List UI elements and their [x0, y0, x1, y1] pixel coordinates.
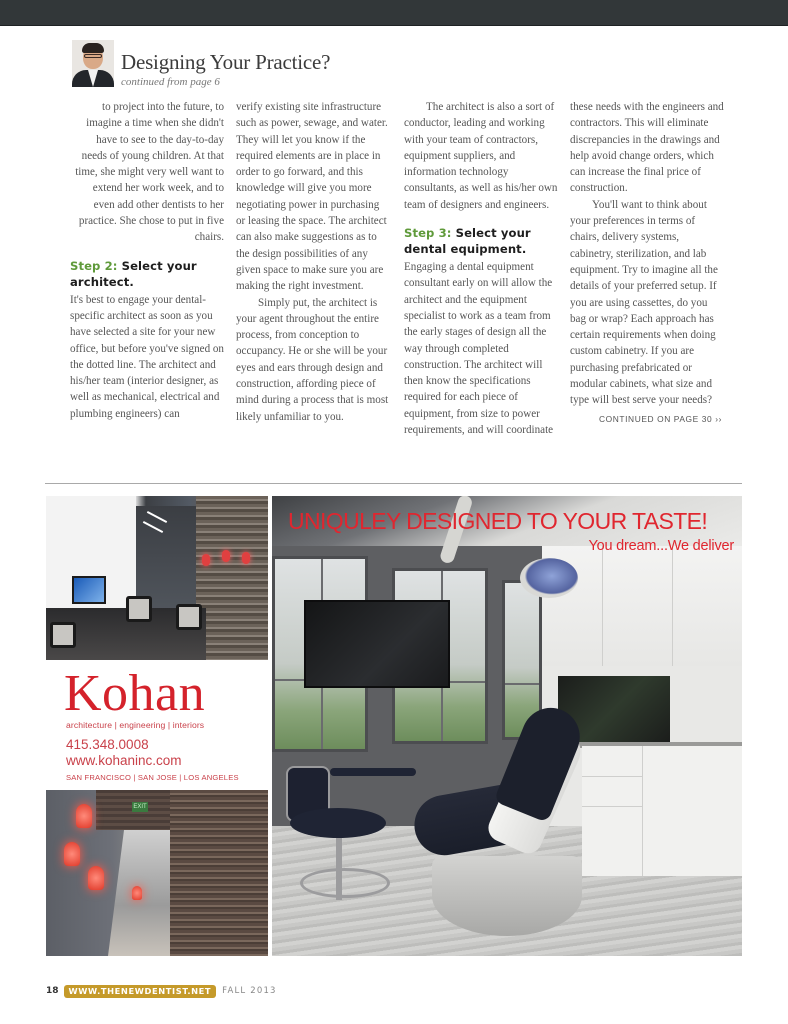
paragraph: to project into the future, to imagine a time when she didn't have to see to the day-to-day needs of young children. At that time, she might very well want to extend her work week, and to even add other dentists to her practice. She chose to put in five chairs. [75, 101, 224, 244]
paragraph: Simply put, the architect is your agent throughout the entire process, from conception to occupancy. He or she will be your eyes and ears through design and construction, affording piece of mind during a process that is most likely unfamiliar to you. [236, 296, 389, 423]
hallway-photo [46, 790, 268, 956]
office-locations: SAN FRANCISCO | SAN JOSE | LOS ANGELES [66, 773, 239, 782]
paragraph: these needs with the engineers and contractors. This will eliminate discrepancies in the drawings and help avoid change orders, which can increase the final price of construction. [570, 101, 724, 195]
viewer-toolbar [0, 0, 788, 26]
brand-logo: Kohan [64, 665, 206, 722]
page-number: 18 [46, 986, 59, 996]
step-3-heading: Step 3: Select your dental equipment. [404, 226, 531, 257]
article-column-3 [404, 99, 558, 438]
paragraph: verify existing site infrastructure such as power, sewage, and water. They will let you know if the required elements are in place in order to go forward, and this knowledge will give you more negotiating power in purchasing or leasing the space. The architect can also make suggestions as to the design possibilities of any given space to make sure you are making the right investment. [236, 101, 388, 293]
section-divider [45, 483, 742, 484]
article-title: Designing Your Practice? [121, 50, 331, 74]
ad-headline: UNIQULEY DESIGNED TO YOUR TASTE! [288, 508, 708, 534]
page-footer [46, 984, 277, 998]
ad-subheadline: You dream...We deliver [588, 538, 734, 554]
exit-sign: EXIT [133, 804, 147, 810]
issue-label: FALL 2013 [222, 986, 277, 996]
publication-website[interactable]: WWW.THENEWDENTIST.NET [64, 985, 217, 998]
article-column-1 [70, 99, 224, 422]
article-column-2 [236, 99, 390, 425]
kohan-logo-block [46, 660, 268, 790]
conference-room-photo [46, 496, 268, 660]
step-2-heading: Step 2: Select your architect. [70, 258, 197, 289]
paragraph: It's best to engage your dental-specific architect as soon as you have selected a site for your new office, but before you've signed on the dotted line. The architect and his/her team (interior designer, as well as mechanical, electrical and plumbing engineers) can [70, 293, 224, 420]
article-subtitle: continued from page 6 [121, 76, 220, 88]
author-photo [72, 40, 114, 87]
paragraph: Engaging a dental equipment consultant early on will allow the architect and the equipment specialist to work as a team from the early stages of design all the way through completed construction. The architect will then know the specifications required for each piece of equipment, from size to power requirements, and will coordinate [404, 261, 554, 437]
dental-light [520, 558, 578, 598]
website-link[interactable]: www.kohaninc.com [66, 753, 182, 768]
brand-tagline: architecture | engineering | interiors [66, 720, 205, 730]
article-column-4 [570, 99, 724, 427]
dental-operatory-photo [272, 496, 742, 956]
paragraph: You'll want to think about your preferences in terms of chairs, delivery systems, cabinetry, sterilization, and lab equipment. Try to imagine all the details of your preferred setup. If you are using cassettes, do you bag or wrap? Each approach has certain requirements when doing custom cabinetry. If you are purchasing prefabricated or modular cabinets, what size and type will best serve your needs? [570, 198, 718, 407]
kohan-advertisement [46, 496, 742, 956]
paragraph: The architect is also a sort of conductor, leading and working with your team of contractors, equipment suppliers, and information technology consultants, as well as his/her own team of designers and engineers. [404, 101, 558, 211]
continued-link[interactable]: CONTINUED ON PAGE 30 ›› [599, 413, 722, 424]
wall-monitor [304, 600, 450, 688]
phone-number[interactable]: 415.348.0008 [66, 737, 149, 752]
monitor-icon [72, 576, 106, 604]
